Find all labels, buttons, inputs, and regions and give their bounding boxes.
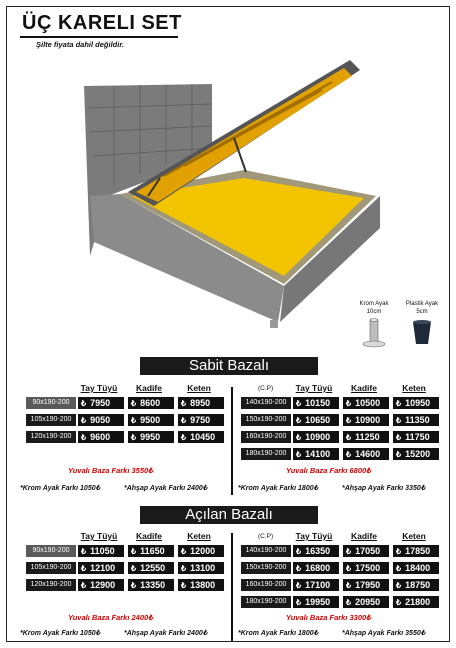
title-underline (20, 36, 178, 38)
price-cell: ₺ 13800 (178, 579, 224, 591)
plastik-ayak (400, 300, 444, 357)
acilan-right-header-tay-tuyu: Tay Tüyü (295, 531, 333, 541)
sabit-left-size: 105x190-200 (26, 414, 76, 426)
acilan-right-krom-note: *Krom Ayak Farkı 1800₺ (238, 630, 319, 637)
price-cell: ₺ 17500 (343, 562, 389, 574)
sabit-right-krom-note: *Krom Ayak Farkı 1800₺ (238, 485, 319, 492)
krom-foot-icon (359, 316, 389, 352)
sabit-left-ahsap-note: *Ahşap Ayak Farkı 2400₺ (124, 485, 208, 492)
sabit-right-size: 150x190-200 (241, 414, 291, 426)
sabit-bazali-heading: Sabit Bazalı (140, 357, 318, 375)
acilan-left-size: 105x190-200 (26, 562, 76, 574)
price-cell: ₺ 11250 (343, 431, 389, 443)
price-cell: ₺ 10900 (343, 414, 389, 426)
sabit-left-size: 120x190-200 (26, 431, 76, 443)
plastik-foot-icon (407, 316, 437, 352)
price-cell: ₺ 10450 (178, 431, 224, 443)
krom-ayak-height: 10cm (366, 309, 382, 315)
price-cell: ₺ 9500 (128, 414, 174, 426)
sabit-left-header-kadife: Kadife (136, 383, 162, 393)
sabit-right-header-tay-tuyu: Tay Tüyü (295, 383, 333, 393)
price-cell: ₺ 10950 (393, 397, 439, 409)
price-cell: ₺ 13100 (178, 562, 224, 574)
sabit-right-ahsap-note: *Ahşap Ayak Farkı 3350₺ (342, 485, 426, 492)
acilan-bazali-heading: Açılan Bazalı (140, 506, 318, 524)
price-cell: ₺ 10650 (293, 414, 339, 426)
price-cell: ₺ 16800 (293, 562, 339, 574)
acilan-left-ahsap-note: *Ahşap Ayak Farkı 2400₺ (124, 630, 208, 637)
price-cell: ₺ 13350 (128, 579, 174, 591)
price-cell: ₺ 15200 (393, 448, 439, 460)
acilan-left-size: 120x190-200 (26, 579, 76, 591)
price-cell: ₺ 8600 (128, 397, 174, 409)
price-cell: ₺ 10150 (293, 397, 339, 409)
price-cell: ₺ 17100 (293, 579, 339, 591)
price-cell: ₺ 17050 (343, 545, 389, 557)
price-cell: ₺ 18400 (393, 562, 439, 574)
acilan-column-divider (231, 533, 233, 641)
plastik-ayak-height: 5cm (416, 309, 428, 315)
price-cell: ₺ 18750 (393, 579, 439, 591)
price-cell: ₺ 10900 (293, 431, 339, 443)
acilan-cp-label: (C.P) (258, 533, 274, 540)
acilan-right-size: 140x190-200 (241, 545, 291, 557)
price-cell: ₺ 10500 (343, 397, 389, 409)
sabit-left-krom-note: *Krom Ayak Farkı 1050₺ (20, 485, 101, 492)
price-cell: ₺ 12000 (178, 545, 224, 557)
acilan-right-yuvali: Yuvalı Baza Farkı 3300₺ (286, 613, 371, 622)
sabit-right-yuvali: Yuvalı Baza Farkı 6800₺ (286, 466, 371, 475)
price-cell: ₺ 9600 (78, 431, 124, 443)
sabit-left-size: 90x190-200 (26, 397, 76, 409)
sabit-right-header-kadife: Kadife (351, 383, 377, 393)
acilan-right-header-kadife: Kadife (351, 531, 377, 541)
page-title: ÜÇ KARELI SET (22, 12, 182, 34)
price-cell: ₺ 9950 (128, 431, 174, 443)
price-cell: ₺ 9750 (178, 414, 224, 426)
price-cell: ₺ 11350 (393, 414, 439, 426)
price-cell: ₺ 11050 (78, 545, 124, 557)
sabit-column-divider (231, 387, 233, 495)
krom-ayak (352, 300, 396, 357)
price-cell: ₺ 11750 (393, 431, 439, 443)
sabit-cp-label: (C.P) (258, 385, 274, 392)
acilan-left-header-kadife: Kadife (136, 531, 162, 541)
price-cell: ₺ 9050 (78, 414, 124, 426)
acilan-right-size: 160x190-200 (241, 579, 291, 591)
sabit-right-header-keten: Keten (402, 383, 426, 393)
acilan-left-header-tay-tuyu: Tay Tüyü (80, 531, 118, 541)
price-cell: ₺ 20950 (343, 596, 389, 608)
price-cell: ₺ 8950 (178, 397, 224, 409)
price-cell: ₺ 12100 (78, 562, 124, 574)
acilan-right-size: 180x190-200 (241, 596, 291, 608)
price-cell: ₺ 12900 (78, 579, 124, 591)
price-cell: ₺ 17850 (393, 545, 439, 557)
price-cell: ₺ 7950 (78, 397, 124, 409)
price-cell: ₺ 19950 (293, 596, 339, 608)
price-cell: ₺ 14600 (343, 448, 389, 460)
price-cell: ₺ 21800 (393, 596, 439, 608)
acilan-right-header-keten: Keten (402, 531, 426, 541)
price-cell: ₺ 11650 (128, 545, 174, 557)
price-cell: ₺ 12550 (128, 562, 174, 574)
krom-ayak-label: Krom Ayak (359, 301, 389, 307)
price-cell: ₺ 14100 (293, 448, 339, 460)
sabit-right-size: 160x190-200 (241, 431, 291, 443)
acilan-right-ahsap-note: *Ahşap Ayak Farkı 3550₺ (342, 630, 426, 637)
acilan-left-yuvali: Yuvalı Baza Farkı 2400₺ (68, 613, 153, 622)
sabit-left-header-tay-tuyu: Tay Tüyü (80, 383, 118, 393)
sabit-left-header-keten: Keten (187, 383, 211, 393)
price-cell: ₺ 16350 (293, 545, 339, 557)
sabit-right-size: 140x190-200 (241, 397, 291, 409)
page-subtitle: Şilte fiyata dahil değildir. (36, 40, 124, 49)
sabit-left-yuvali: Yuvalı Baza Farkı 3550₺ (68, 466, 153, 475)
bed-image (84, 46, 384, 336)
acilan-left-krom-note: *Krom Ayak Farkı 1050₺ (20, 630, 101, 637)
acilan-right-size: 150x190-200 (241, 562, 291, 574)
acilan-left-size: 90x190-200 (26, 545, 76, 557)
acilan-left-header-keten: Keten (187, 531, 211, 541)
sabit-right-size: 180x190-200 (241, 448, 291, 460)
price-cell: ₺ 17950 (343, 579, 389, 591)
plastik-ayak-label: Plastik Ayak (405, 301, 439, 307)
